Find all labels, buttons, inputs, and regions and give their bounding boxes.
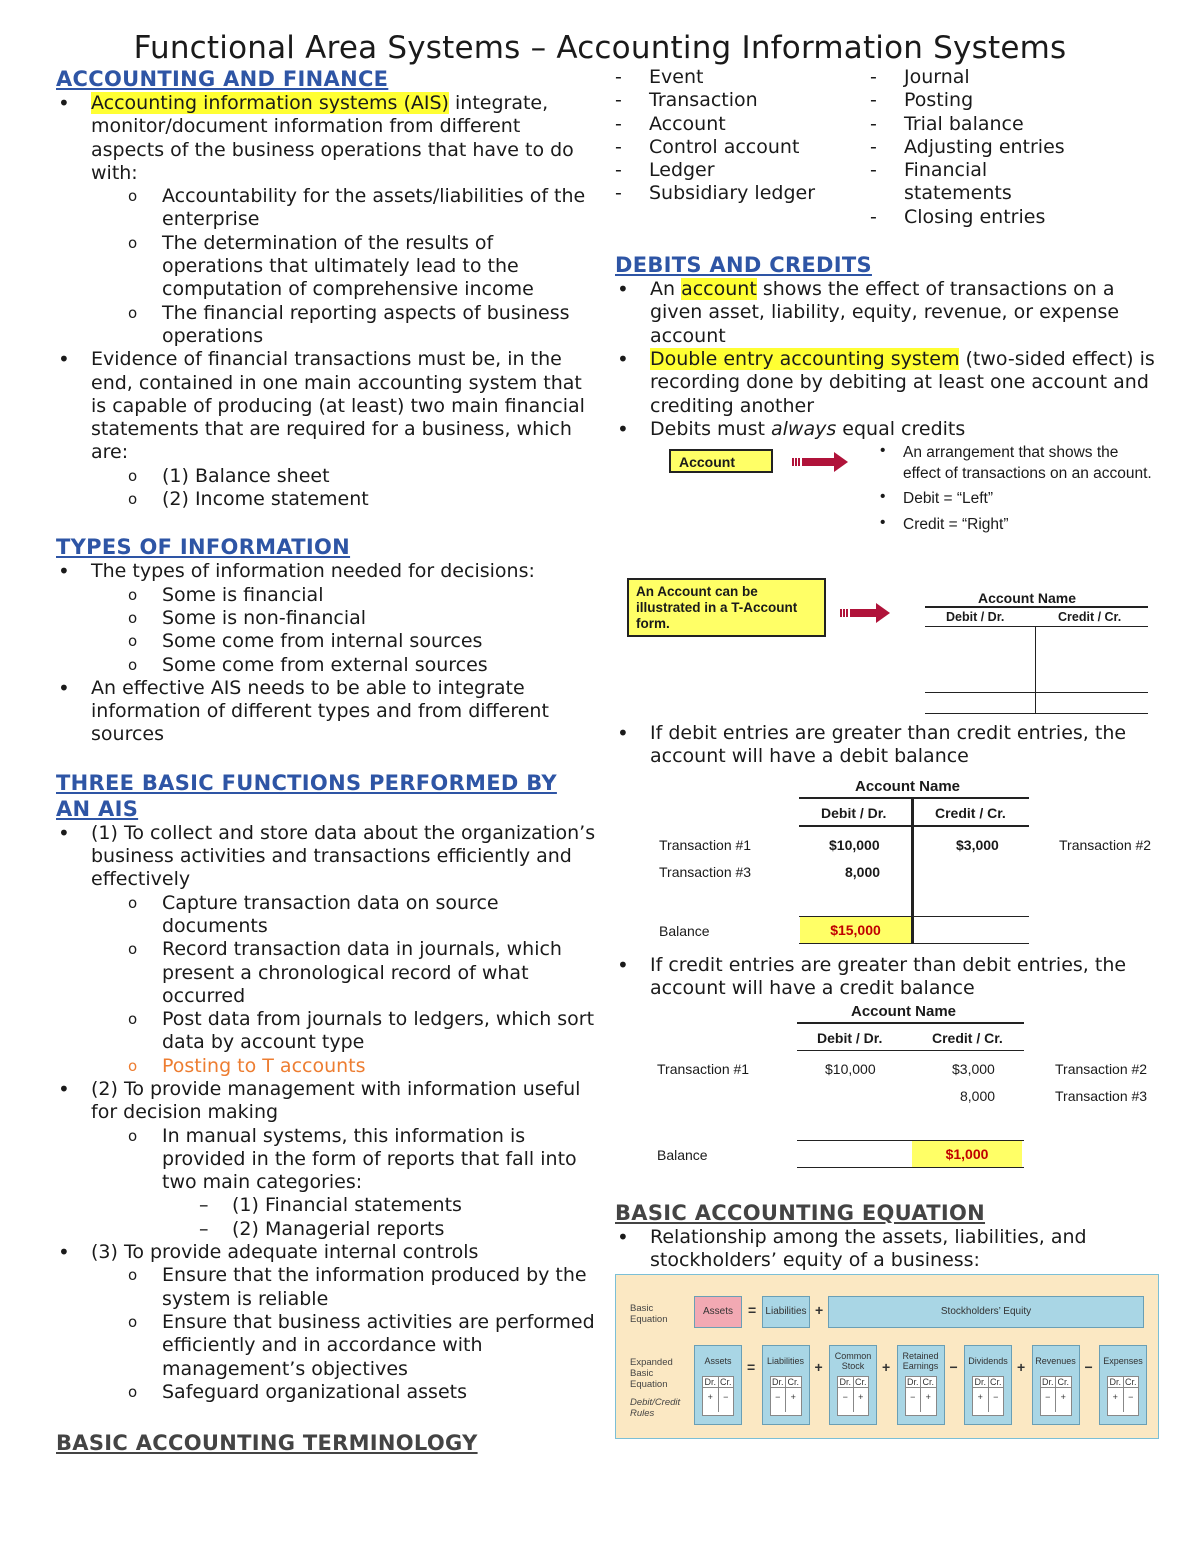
t-mid-line xyxy=(925,692,1148,693)
function-2: • (2) To provide management with information useful for decision making xyxy=(56,1078,596,1125)
term: - Adjusting entries xyxy=(870,136,1100,159)
transaction-1-label: Transaction #1 xyxy=(657,1061,750,1077)
column-title: Dividends xyxy=(968,1356,1008,1366)
column-title: Expenses xyxy=(1103,1356,1143,1366)
term: - Transaction xyxy=(615,89,870,112)
operator-sign: + xyxy=(1017,1359,1026,1375)
definition-text: An arrangement that shows the effect of transactions on an account. xyxy=(903,444,1152,482)
debit-label: Debit / Dr. xyxy=(946,610,1005,624)
rule-dr: − xyxy=(771,1388,787,1412)
dr-label: Dr. xyxy=(703,1377,719,1387)
column-title: Revenues xyxy=(1035,1356,1076,1366)
equation-column-retained-earnings xyxy=(897,1345,945,1425)
t-account-note: An Account can be illustrated in a T-Account form. xyxy=(627,578,826,637)
account-name-label: Account Name xyxy=(855,778,961,795)
plus-sign: + xyxy=(815,1302,824,1318)
ais-highlight: Accounting information systems (AIS) xyxy=(91,92,449,114)
balance-label: Balance xyxy=(659,923,710,939)
column-t-account xyxy=(905,1376,937,1416)
credit-label: Credit / Cr. xyxy=(935,805,1006,821)
t-header-line xyxy=(925,626,1148,627)
dr-label: Dr. xyxy=(973,1377,989,1387)
left-column xyxy=(56,66,596,1456)
heading-types-of-information: TYPES OF INFORMATION xyxy=(56,535,351,560)
debit-credit-rules-label: Debit/Credit Rules xyxy=(630,1397,681,1419)
rule-cr: + xyxy=(1060,1392,1066,1402)
rule-cr: + xyxy=(925,1392,931,1402)
dr-label: Dr. xyxy=(838,1377,854,1387)
term: - Control account xyxy=(615,136,870,159)
rule-cr: − xyxy=(993,1392,999,1402)
ais-sub-3: o The financial reporting aspects of business operations xyxy=(56,302,596,349)
page-title: Functional Area Systems – Accounting Information Systems xyxy=(133,30,1067,66)
cr-label: Cr. xyxy=(719,1377,732,1387)
ais-text: integrate, monitor/document information from different aspects of the business operations that have to do with: xyxy=(91,92,574,184)
cr-label: Cr. xyxy=(854,1377,867,1387)
cr-label: Cr. xyxy=(787,1377,799,1387)
liabilities-box: Liabilities xyxy=(762,1296,810,1328)
heading-accounting-finance: ACCOUNTING AND FINANCE xyxy=(56,67,389,91)
types-sub-2: o Some is non-financial xyxy=(56,607,596,630)
t-vertical-line xyxy=(1035,626,1036,714)
column-title: Common Stock xyxy=(834,1351,872,1371)
balance-label: Balance xyxy=(657,1147,708,1163)
function-3-sub-3: o Safeguard organizational assets xyxy=(56,1381,596,1404)
table-header-line xyxy=(797,1050,1024,1051)
types-intro: • The types of information needed for decisions: xyxy=(56,560,596,583)
evidence-sub-1: o (1) Balance sheet xyxy=(56,465,596,488)
rule-dr: − xyxy=(906,1388,922,1412)
transaction-2-label: Transaction #2 xyxy=(1055,1061,1148,1077)
types-sub-1: o Some is financial xyxy=(56,584,596,607)
credit-balance-bullet: • If credit entries are greater than debit entries, the account will have a credit balance xyxy=(615,954,1160,1001)
dr-label: Dr. xyxy=(1108,1377,1124,1387)
arrow-icon xyxy=(850,609,876,617)
debit-balance-bullet: • If debit entries are greater than credit entries, the account will have a debit balance xyxy=(615,722,1160,769)
operator-sign: + xyxy=(814,1359,823,1375)
arrow-tail xyxy=(792,458,800,466)
types-sub-4: o Some come from external sources xyxy=(56,654,596,677)
accounting-equation-figure xyxy=(615,1274,1159,1439)
term: - Closing entries xyxy=(870,206,1100,229)
term: - Ledger xyxy=(615,159,870,182)
dr-label: Dr. xyxy=(1041,1377,1057,1387)
term: - Financial statements xyxy=(870,159,1050,206)
cr-label: Cr. xyxy=(1057,1377,1069,1387)
arrow-tail xyxy=(840,609,848,617)
equation-column-liabilities xyxy=(762,1345,810,1425)
table-vertical-line xyxy=(911,797,914,943)
function-2-sub: o In manual systems, this information is provided in the form of reports that fall into two main categories: xyxy=(56,1125,596,1195)
dr-label: Dr. xyxy=(906,1377,922,1387)
rule-dr: + xyxy=(973,1388,989,1412)
account-box: Account xyxy=(669,449,773,473)
debit-label: Debit / Dr. xyxy=(817,1030,883,1046)
transaction-3-credit: 8,000 xyxy=(960,1088,996,1104)
rule-dr: + xyxy=(703,1388,719,1412)
arrow-icon xyxy=(802,458,834,466)
function-1: • (1) To collect and store data about the organization’s business activities and transactions efficiently and effectively xyxy=(56,822,596,892)
transaction-3-debit: 8,000 xyxy=(845,864,881,880)
table-top-line xyxy=(799,797,1029,799)
rule-cr: − xyxy=(723,1392,729,1402)
term: - Event xyxy=(615,66,870,89)
rule-dr: − xyxy=(1041,1388,1057,1412)
column-t-account xyxy=(837,1376,869,1416)
transaction-1-debit: $10,000 xyxy=(825,1061,876,1077)
column-t-account xyxy=(972,1376,1004,1416)
terminology-list xyxy=(615,66,1160,229)
transaction-2-label: Transaction #2 xyxy=(1059,837,1152,853)
rule-dr: − xyxy=(838,1388,854,1412)
right-column xyxy=(615,66,1160,441)
transaction-3-label: Transaction #3 xyxy=(659,864,752,880)
function-1-sub-3: o Post data from journals to ledgers, which sort data by account type xyxy=(56,1008,596,1055)
term: - Trial balance xyxy=(870,113,1100,136)
equity-box: Stockholders’ Equity xyxy=(828,1296,1144,1328)
credit-right-text: Credit = “Right” xyxy=(903,516,1009,533)
ais-sub-1: o Accountability for the assets/liabilities of the enterprise xyxy=(56,185,596,232)
equation-bullet: • Relationship among the assets, liabilities, and stockholders’ equity of a business: xyxy=(615,1226,1160,1273)
account-bullet: • An account shows the effect of transactions on a given asset, liability, equity, revenue, or expense account xyxy=(615,278,1160,348)
dr-label: Dr. xyxy=(771,1377,787,1387)
basic-equation-label: Basic Equation xyxy=(630,1303,668,1325)
column-t-account xyxy=(1040,1376,1072,1416)
types-effective: • An effective AIS needs to be able to integrate information of different types and from different sources xyxy=(56,677,596,747)
column-title: Retained Earnings xyxy=(902,1351,939,1371)
rule-dr: + xyxy=(1108,1388,1124,1412)
function-1-sub-2: o Record transaction data in journals, which present a chronological record of what occurred xyxy=(56,938,596,1008)
column-t-account xyxy=(702,1376,734,1416)
ais-bullet xyxy=(56,92,596,185)
equation-column-expenses xyxy=(1099,1345,1147,1425)
debits-equal-credits: • Debits must always equal credits xyxy=(615,418,1160,441)
balance-value: $15,000 xyxy=(800,917,911,943)
transaction-1-debit: $10,000 xyxy=(829,837,880,853)
term: - Posting xyxy=(870,89,1100,112)
equation-column-assets xyxy=(694,1345,742,1425)
t-top-line xyxy=(925,606,1148,608)
equals-sign: = xyxy=(748,1302,757,1318)
assets-box: Assets xyxy=(694,1296,742,1328)
function-2-dash-2: – (2) Managerial reports xyxy=(56,1218,596,1241)
function-1-sub-1: o Capture transaction data on source documents xyxy=(56,892,596,939)
heading-accounting-equation: BASIC ACCOUNTING EQUATION xyxy=(615,1201,986,1225)
debit-left-text: Debit = “Left” xyxy=(903,490,994,507)
table-header-line xyxy=(799,825,1029,827)
posting-t-accounts: o Posting to T accounts xyxy=(56,1055,596,1078)
term: - Subsidiary ledger xyxy=(615,182,870,205)
cr-label: Cr. xyxy=(989,1377,1002,1387)
rule-cr: + xyxy=(790,1392,796,1402)
function-2-dash-1: – (1) Financial statements xyxy=(56,1194,596,1217)
column-title: Assets xyxy=(704,1356,732,1366)
credit-label: Credit / Cr. xyxy=(932,1030,1003,1046)
debit-label: Debit / Dr. xyxy=(821,805,887,821)
heading-three-functions: THREE BASIC FUNCTIONS PERFORMED BY AN AIS xyxy=(56,770,557,821)
term: - Journal xyxy=(870,66,1100,89)
equation-column-revenues xyxy=(1032,1345,1080,1425)
account-name-label: Account Name xyxy=(851,1003,957,1020)
transaction-2-credit: $3,000 xyxy=(956,837,999,853)
heading-terminology: BASIC ACCOUNTING TERMINOLOGY xyxy=(56,1431,478,1456)
operator-sign: − xyxy=(949,1359,958,1375)
equation-column-common-stock xyxy=(829,1345,877,1425)
equation-column-dividends xyxy=(964,1345,1012,1425)
operator-sign: = xyxy=(747,1359,756,1375)
table-top-line xyxy=(797,1022,1024,1024)
equation-section xyxy=(615,1200,1160,1273)
double-entry-bullet: • Double entry accounting system (two-sided effect) is recording done by debiting at least one account and crediting another xyxy=(615,348,1160,418)
ais-sub-2: o The determination of the results of operations that ultimately lead to the computation of comprehensive income xyxy=(56,232,596,302)
terms-column-2 xyxy=(870,66,1100,229)
table-bottom-line xyxy=(797,1167,1024,1168)
t-bottom-line xyxy=(925,713,1148,714)
column-title: Liabilities xyxy=(766,1356,805,1366)
column-t-account xyxy=(770,1376,802,1416)
balance-value: $1,000 xyxy=(912,1141,1022,1167)
credit-label: Credit / Cr. xyxy=(1058,610,1122,624)
rule-cr: − xyxy=(1128,1392,1134,1402)
function-3: • (3) To provide adequate internal controls xyxy=(56,1241,596,1264)
definition-bullets: • An arrangement that shows the effect of transactions on an account. • Debit = “Left” • Credit = “Right” xyxy=(880,442,1152,533)
double-entry-highlight: Double entry accounting system xyxy=(650,347,960,370)
table-bottom-line xyxy=(799,943,1029,944)
account-name-label: Account Name xyxy=(978,590,1077,606)
account-highlight: account xyxy=(681,278,757,301)
transaction-3-label: Transaction #3 xyxy=(1055,1088,1148,1104)
rule-cr: + xyxy=(858,1392,864,1402)
transaction-1-label: Transaction #1 xyxy=(659,837,752,853)
evidence-bullet: • Evidence of financial transactions must be, in the end, contained in one main accounting system that is capable of producing (at least) two main financial statements that are required for a business, which are: xyxy=(56,348,596,464)
evidence-sub-2: o (2) Income statement xyxy=(56,488,596,511)
expanded-equation-label: Expanded Basic Equation xyxy=(630,1357,673,1390)
operator-sign: − xyxy=(1084,1359,1093,1375)
cr-label: Cr. xyxy=(1124,1377,1137,1387)
heading-debits-credits: DEBITS AND CREDITS xyxy=(615,253,872,278)
operator-sign: + xyxy=(882,1359,891,1375)
term: - Account xyxy=(615,113,870,136)
function-3-sub-2: o Ensure that business activities are performed efficiently and in accordance with management’s objectives xyxy=(56,1311,596,1381)
cr-label: Cr. xyxy=(922,1377,934,1387)
types-sub-3: o Some come from internal sources xyxy=(56,630,596,653)
terms-column-1 xyxy=(615,66,870,229)
transaction-2-credit: $3,000 xyxy=(952,1061,995,1077)
column-t-account xyxy=(1107,1376,1139,1416)
function-3-sub-1: o Ensure that the information produced by the system is reliable xyxy=(56,1264,596,1311)
